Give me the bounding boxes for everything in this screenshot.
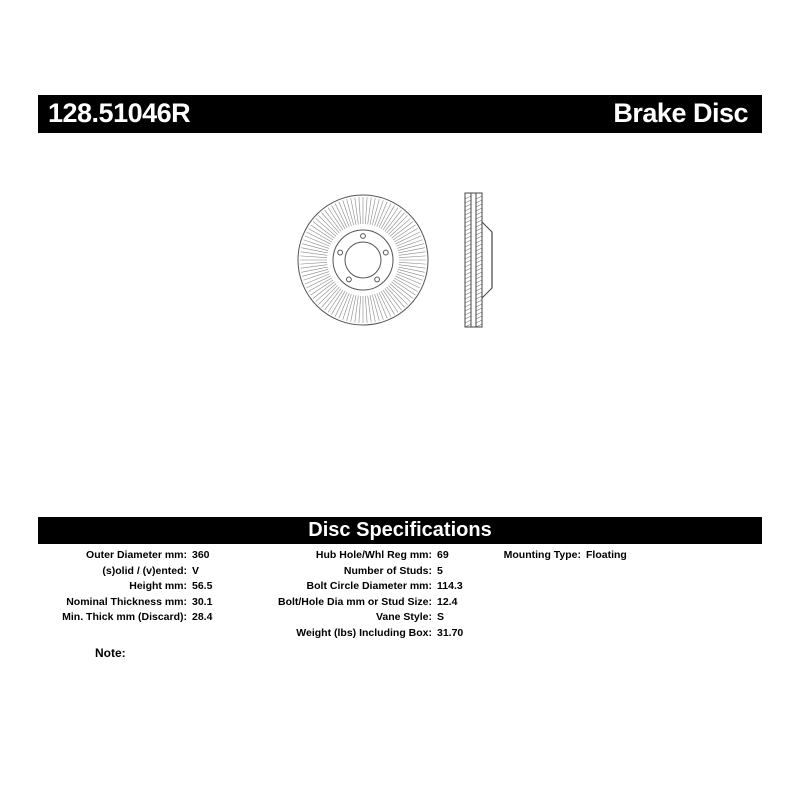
- spec-value: 12.4: [437, 595, 458, 608]
- spec-label: Weight (lbs) Including Box:: [296, 626, 432, 639]
- spec-row: [0, 595, 458, 611]
- spec-column-3: [0, 548, 627, 564]
- disc-side-view-icon: [465, 193, 492, 327]
- spec-title-bar: Disc Specifications: [38, 517, 762, 544]
- spec-value: 69: [437, 549, 449, 561]
- spec-label: Bolt Circle Diameter mm:: [306, 580, 432, 592]
- spec-value: 28.4: [192, 611, 213, 623]
- spec-value: Floating: [586, 549, 627, 561]
- note-label: Note:: [95, 646, 126, 660]
- spec-row: [0, 564, 443, 580]
- spec-value: S: [437, 611, 445, 623]
- spec-label: Hub Hole/Whl Reg mm:: [315, 549, 432, 561]
- spec-label: Number of Studs:: [343, 564, 432, 577]
- spec-label: Height mm:: [129, 580, 187, 592]
- spec-row: [0, 610, 445, 626]
- spec-row: [0, 626, 464, 642]
- spec-label: Min. Thick mm (Discard):: [62, 611, 187, 623]
- spec-row: [0, 548, 627, 564]
- spec-label: (s)olid / (v)ented:: [102, 564, 187, 577]
- spec-value: V: [192, 564, 200, 577]
- disc-front-view-icon: [298, 195, 428, 325]
- spec-label: Outer Diameter mm:: [86, 549, 187, 561]
- part-number: 128.51046R: [48, 98, 191, 128]
- spec-value: 31.70: [437, 626, 464, 639]
- spec-row: [0, 579, 463, 595]
- spec-label: Mounting Type:: [503, 549, 581, 561]
- spec-value: 30.1: [192, 595, 213, 608]
- spec-label: Bolt/Hole Dia mm or Stud Size:: [277, 595, 432, 608]
- spec-value: 56.5: [192, 580, 213, 592]
- spec-label: Nominal Thickness mm:: [66, 595, 187, 608]
- spec-value: 114.3: [437, 580, 463, 592]
- spec-label: Vane Style:: [375, 611, 432, 623]
- spec-value: 5: [437, 564, 443, 577]
- spec-value: 360: [192, 549, 210, 561]
- product-type: Brake Disc: [613, 98, 748, 128]
